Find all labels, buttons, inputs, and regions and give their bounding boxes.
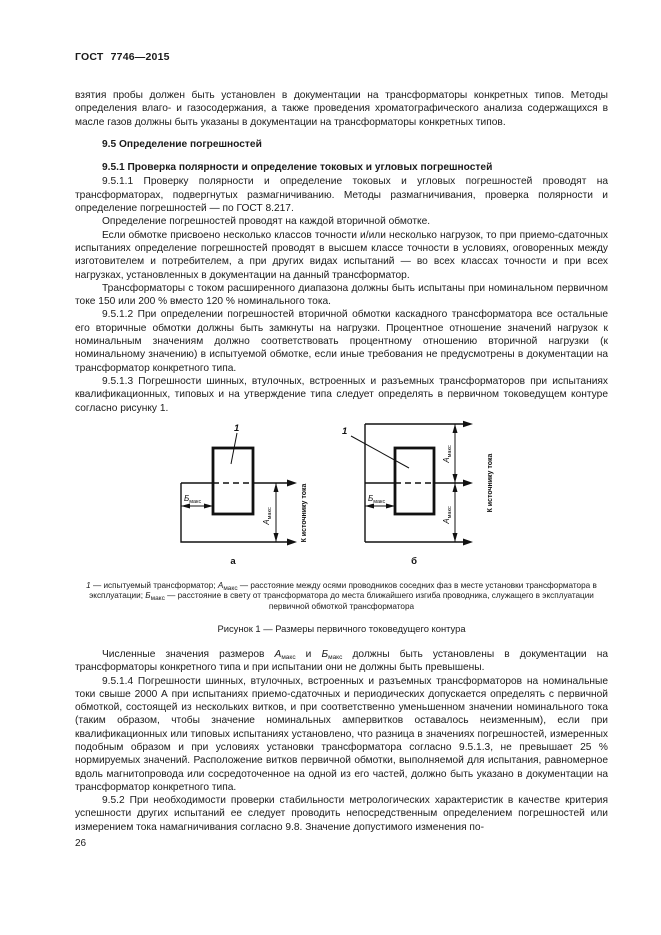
- figure-1: [75, 420, 608, 635]
- figure-diagram-a: [176, 420, 326, 575]
- paragraph-numeric-values: [75, 648, 608, 675]
- arrow-icon: [274, 533, 279, 542]
- callout-leader-b: [351, 436, 409, 468]
- dim-label-b-max: $Б_{макс}$: [184, 493, 202, 505]
- arrow-icon: [463, 421, 473, 427]
- numeric-symbol-a-sub: макс: [281, 653, 296, 661]
- document-body: [75, 89, 608, 834]
- arrow-icon: [287, 479, 297, 486]
- arrow-icon: [453, 424, 458, 433]
- running-header: ГОСТ 7746—2015: [75, 51, 170, 63]
- paragraph-each-winding: Определение погрешностей проводят на каждой вторичной обмотке.: [102, 216, 431, 228]
- arrow-icon: [463, 479, 473, 486]
- callout-1-a: 1: [234, 422, 240, 434]
- arrow-icon: [453, 533, 458, 542]
- numeric-text-3: должны быть установлены в документации на трансформаторы конкретного типа и при испытании они не должны быть превышены.: [75, 648, 608, 674]
- key-text-2: — расстояние между осями проводников соседних фаз в месте установки трансформатора в эксплуатации;: [89, 580, 597, 601]
- paragraph-9-5-2: 9.5.2 При необходимости проверки стабильности метрологических характеристик в качестве критерия успешности других испытаний ее следует проводить непосредственным определением погрешностей или измерением тока намагничивания согласно 9.8. Значение допустимого изменения по-: [75, 795, 608, 833]
- numeric-symbol-b: Б: [321, 648, 329, 660]
- key-text-3: — расстояние в свету от трансформатора до места ближайшего изгиба проводника, служащего в эксплуатации первичной обмоткой трансформатора: [164, 591, 594, 612]
- transformer-rect-b: [395, 448, 434, 514]
- arrow-icon: [287, 538, 297, 545]
- arrow-icon: [463, 538, 473, 545]
- paragraph-extended-range: Трансформаторы с током расширенного диапазона должны быть испытаны при номинальном первичном токе 150 или 200 % вместо 120 % номинального тока.: [75, 282, 608, 308]
- page-number: 26: [75, 838, 87, 849]
- sub-label-a: а: [230, 555, 236, 567]
- dim-label-a-max: $А_{макс}$: [262, 507, 273, 525]
- dim-label-a-max-lower: $А_{макс}$: [442, 506, 453, 524]
- figure-diagram-b: [332, 420, 507, 575]
- paragraph-9-5-1-3: 9.5.1.3 Погрешности шинных, втулочных, встроенных и разъемных трансформаторов при испытаниях квалификационных, типовых и на утверждение типа следует определять в первичном токоведущем контуре согласно рисунку 1.: [75, 375, 608, 414]
- key-symbol-b: Б: [145, 591, 151, 601]
- numeric-text-1: Численные значения размеров: [102, 648, 275, 660]
- key-symbol-a: А: [217, 580, 224, 590]
- transformer-rect-a: [213, 448, 253, 514]
- figure-1-key: [79, 581, 604, 613]
- source-label-a: К источнику тока: [301, 483, 308, 543]
- key-callout: 1: [86, 580, 91, 590]
- sub-label-b: б: [411, 555, 417, 567]
- source-label-b: К источнику тока: [487, 453, 494, 513]
- numeric-text-2: и: [295, 648, 322, 660]
- figure-1-diagrams: [75, 420, 608, 575]
- key-text-1: — испытуемый трансформатор;: [90, 580, 218, 590]
- numeric-symbol-b-sub: макс: [328, 653, 343, 661]
- paragraph-9-5-1-4: 9.5.1.4 Погрешности шинных, втулочных, встроенных и разъемных трансформаторов на номинальные токи свыше 2000 А при испытаниях приемо-сдаточных и периодических допускается определять с первичной обмоткой, состоящей из нескольких витков, и при соответственно уменьшенном значении номинального тока (таким образом, чтобы значение номинальных ампервитков оставалось неизменным), если при квалификационных или типовых испытаниях установлено, что разница в значениях погрешностей, измеренных подобным образом и при условиях установки трансформатора согласно 9.5.1.3, не превышает 25 % нормируемых значений. Расположение витков первичной обмотки, выполняемой для испытания, равномерное вдоль магнитопровода или сосредоточенное на одной из его частей, должно быть указано в документации на трансформатор конкретного типа.: [75, 675, 608, 793]
- paragraph-intro: взятия пробы должен быть установлен в документации на трансформаторы конкретных типов. Методы определения влаго- и газосодержания, а также проведения хроматографического анализа содержащихся в масле газов должны быть указаны в документации на трансформаторы конкретных типов.: [75, 90, 608, 128]
- paragraph-accuracy-classes: Если обмотке присвоено несколько классов точности и/или несколько нагрузок, то при приемо-сдаточных испытаниях определение погрешностей проводят в высшем классе точности в условиях, оговоренных между изготовителем и потребителем, а при других видах испытаний — во всех классах точности и при всех нагрузках, установленных в документации на данный трансформатор.: [75, 229, 608, 281]
- figure-1-title: Рисунок 1 — Размеры первичного токоведущего контура: [217, 622, 466, 634]
- arrow-icon: [453, 483, 458, 492]
- heading-9-5: 9.5 Определение погрешностей: [102, 138, 262, 150]
- dim-label-a-max-upper: $А_{макс}$: [442, 445, 453, 463]
- numeric-symbol-a: А: [274, 648, 282, 660]
- heading-9-5-1: 9.5.1 Проверка полярности и определение токовых и угловых погрешностей: [102, 162, 493, 174]
- paragraph-9-5-1-1: 9.5.1.1 Проверку полярности и определение токовых и угловых погрешностей проводят на трансформаторах, подвергнутых размагничиванию. Методы размагничивания, проверка полярности и определение погрешностей — по ГОСТ 8.217.: [75, 176, 608, 215]
- paragraph-9-5-1-2: 9.5.1.2 При определении погрешностей вторичной обмотки каскадного трансформатора все остальные его вторичные обмотки должны быть замкнуты на нагрузки. Процентное отношение значений нагрузок к номинальным значениям должно соответствовать процентному отношению вторичной нагрузки (к номинальному значению) в испытуемой обмотке, если иные требования не предусмотрены в документации на трансформатор конкретного типа.: [75, 309, 608, 374]
- callout-1-b: 1: [342, 425, 348, 437]
- arrow-icon: [274, 483, 279, 492]
- key-symbol-b-sub: макс: [150, 595, 165, 603]
- dim-label-b-max-b: $Б_{макс}$: [368, 493, 386, 505]
- arrow-icon: [453, 474, 458, 483]
- key-symbol-a-sub: макс: [223, 584, 238, 592]
